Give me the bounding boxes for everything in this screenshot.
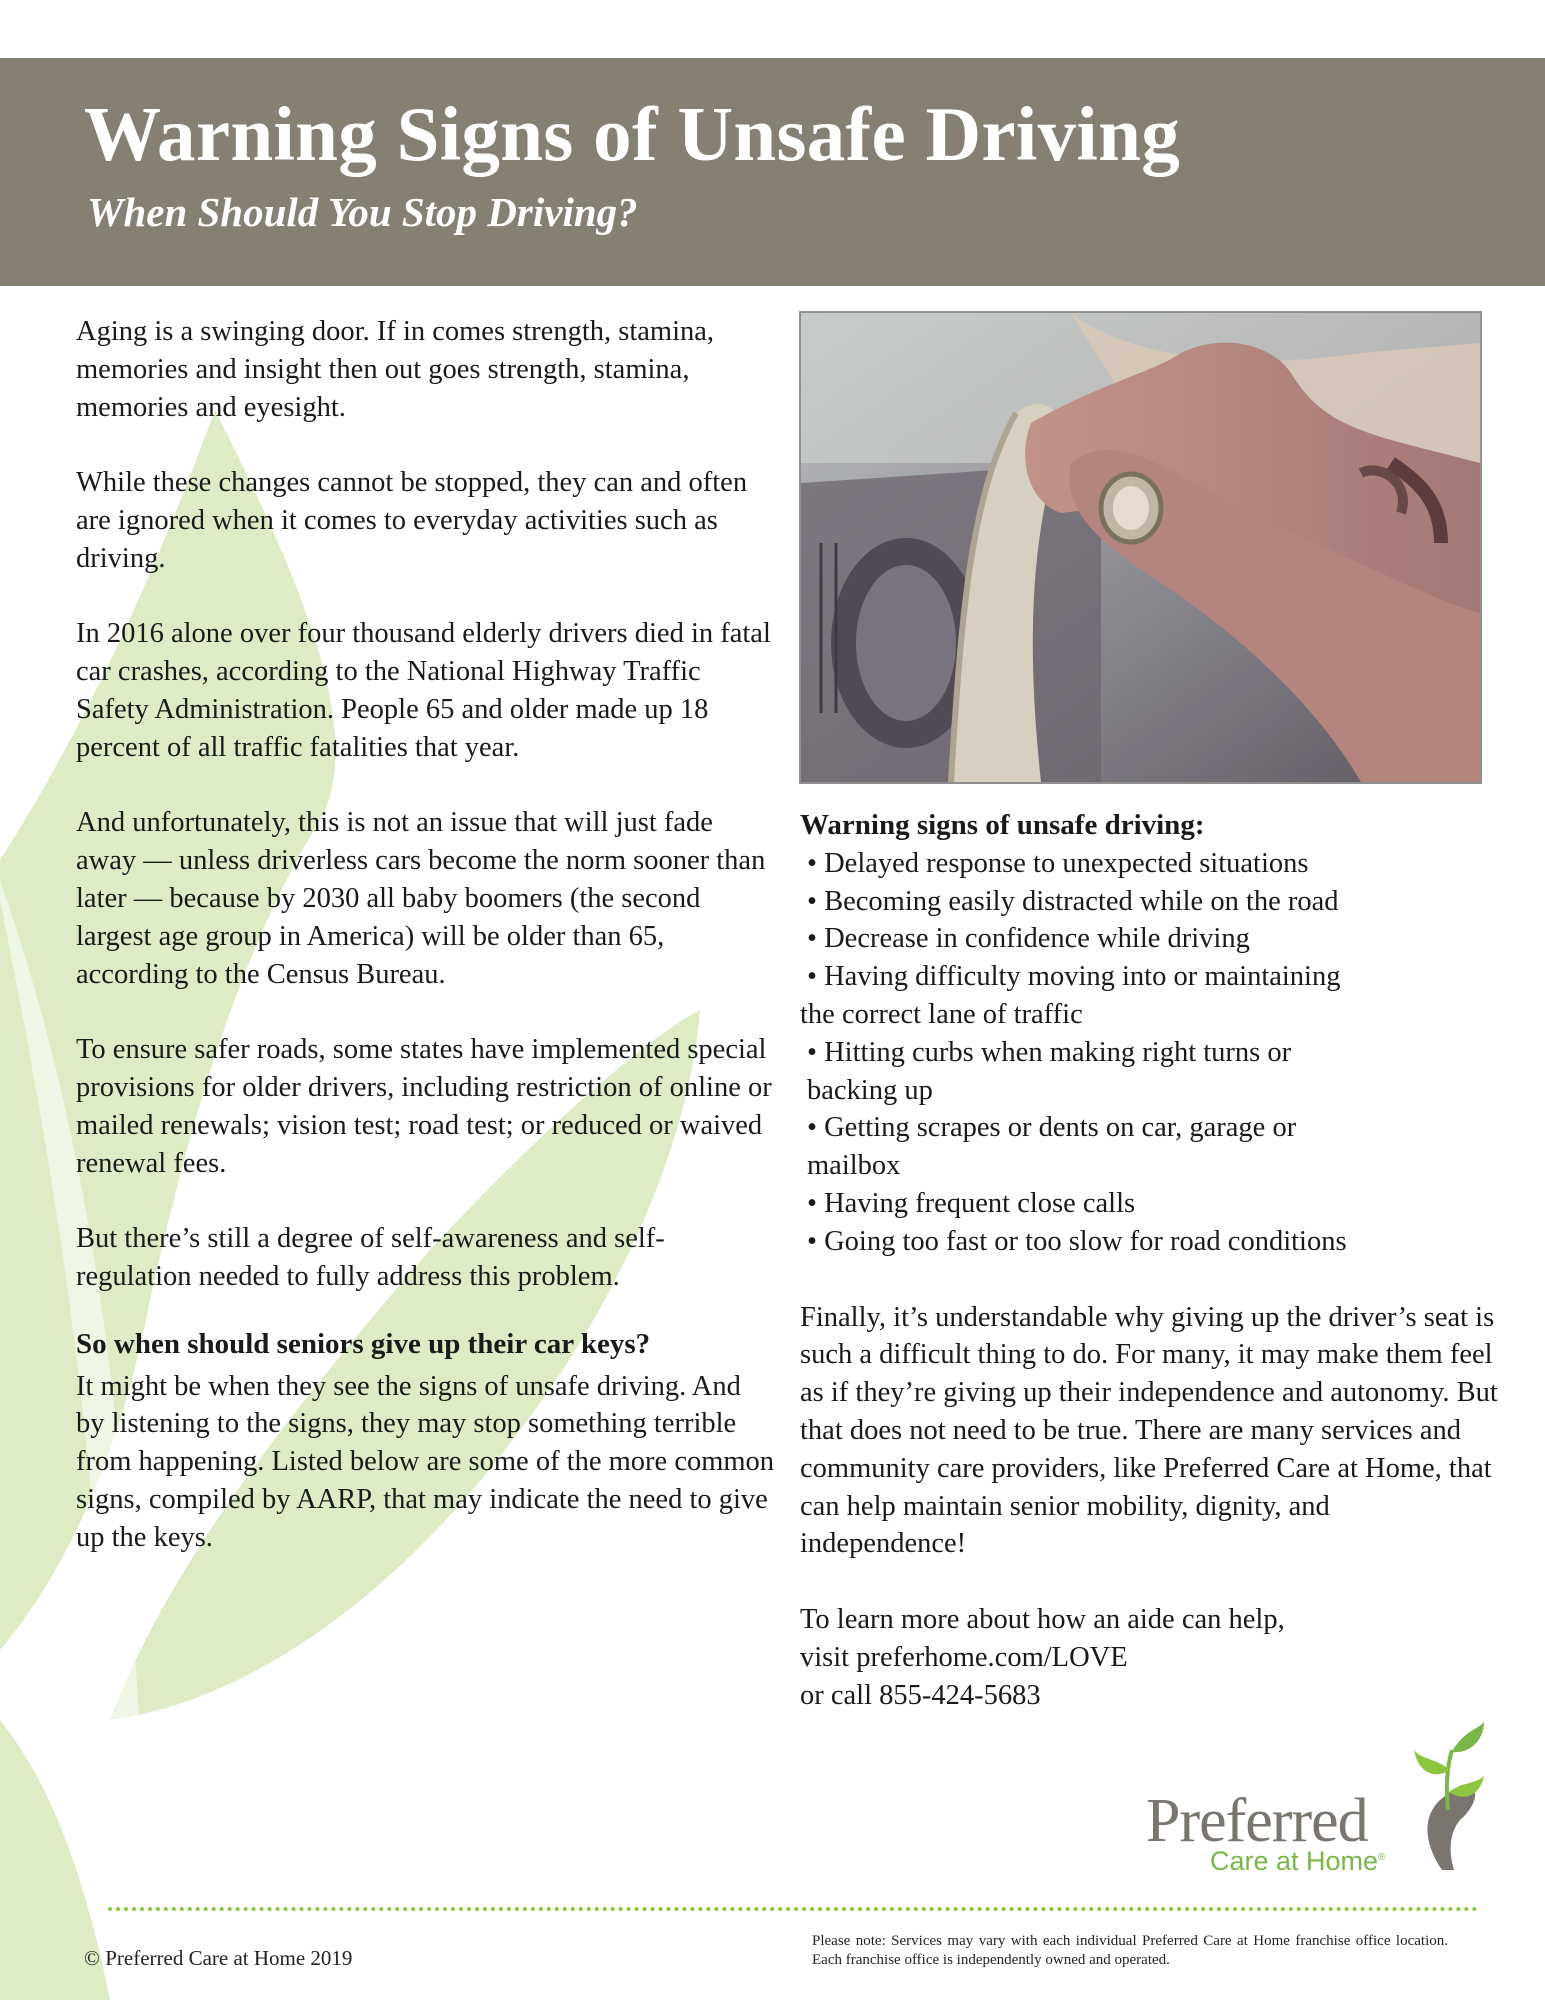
list-item: • Decrease in confidence while driving xyxy=(807,923,1250,955)
list-item-continuation: the correct lane of traffic xyxy=(800,998,1083,1030)
logo-sub-text: Care at Home xyxy=(1210,1846,1379,1876)
company-logo xyxy=(1140,1720,1490,1876)
list-item: • Going too fast or too slow for road conditions xyxy=(807,1225,1347,1257)
sprout-hand-icon xyxy=(1402,1720,1486,1870)
warning-signs-list xyxy=(800,845,1500,1261)
paragraph: And unfortunately, this is not an issue that will just fade away — unless driverless cars become the norm sooner than later — because by 2030 all baby boomers (the second largest age group in America) will be older than 65, according to the Census Bureau. xyxy=(76,807,766,990)
registered-mark: ® xyxy=(1378,1852,1386,1863)
paragraph: While these changes cannot be stopped, they can and often are ignored when it comes to everyday activities such as driving. xyxy=(76,467,748,574)
answer-paragraph: It might be when they see the signs of unsafe driving. And by listening to the signs, they may stop something terrible from happening. Listed below are some of the more common signs, compiled by AARP, that may indicate the need to give up the keys. xyxy=(76,1370,775,1553)
header-banner xyxy=(0,58,1545,286)
logo-subtitle xyxy=(1210,1846,1385,1877)
closing-paragraph: Finally, it’s understandable why giving up the driver’s seat is such a difficult thing to do. For many, it may make them feel as if they’re giving up their independence and autonomy. But that does not need to be true. There are many services and community care providers, like Preferred Care at Home, that can help maintain senior mobility, dignity, and independence! xyxy=(800,1301,1498,1560)
list-item: • Getting scrapes or dents on car, garage or xyxy=(807,1112,1297,1144)
paragraph: Aging is a swinging door. If in comes strength, stamina, memories and insight then out goes strength, stamina, memories and eyesight. xyxy=(76,316,715,423)
hands-on-steering-wheel-photo xyxy=(799,311,1482,784)
copyright: © Preferred Care at Home 2019 xyxy=(84,1946,353,1970)
phone-number[interactable]: or call 855-424-5683 xyxy=(800,1679,1041,1711)
contact-info xyxy=(800,1601,1500,1714)
list-item-continuation: mailbox xyxy=(807,1150,901,1182)
left-column xyxy=(76,313,776,1557)
paragraph: In 2016 alone over four thousand elderly drivers died in fatal car crashes, according to the National Highway Traffic Safety Administration. People 65 and older made up 18 percent of all traffic fatalities that year. xyxy=(76,618,771,763)
paragraph: But there’s still a degree of self-awareness and self-regulation needed to fully address this problem. xyxy=(76,1223,665,1292)
logo-name: Preferred xyxy=(1146,1787,1368,1855)
learn-more-line: To learn more about how an aide can help, xyxy=(800,1604,1285,1636)
disclaimer-note: Please note: Services may vary with each individual Preferred Care at Home franchise office location. Each franchise office is independently owned and operated. xyxy=(812,1933,1448,1968)
dotted-divider xyxy=(108,1907,1478,1911)
list-item-continuation: backing up xyxy=(807,1074,933,1106)
list-item: • Having difficulty moving into or maintaining xyxy=(807,961,1341,993)
page-subtitle: When Should You Stop Driving? xyxy=(87,189,638,235)
paragraph: To ensure safer roads, some states have implemented special provisions for older drivers, including restriction of online or mailed renewals; vision test; road test; or reduced or waived renewal fees. xyxy=(76,1034,772,1179)
list-item: • Having frequent close calls xyxy=(807,1187,1136,1219)
list-title: Warning signs of unsafe driving: xyxy=(800,809,1205,841)
website-link[interactable]: visit preferhome.com/LOVE xyxy=(800,1641,1128,1673)
page-title: Warning Signs of Unsafe Driving xyxy=(84,91,1181,177)
list-item: • Becoming easily distracted while on the road xyxy=(807,885,1339,917)
right-column xyxy=(800,807,1500,1715)
list-item: • Hitting curbs when making right turns or xyxy=(807,1036,1292,1068)
question-heading: So when should seniors give up their car keys? xyxy=(76,1327,651,1360)
list-item: • Delayed response to unexpected situations xyxy=(807,847,1309,879)
